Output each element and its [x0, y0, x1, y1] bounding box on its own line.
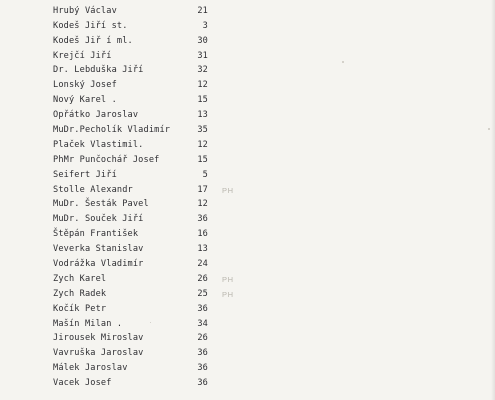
- person-number: 32: [197, 65, 208, 76]
- person-number: 34: [197, 318, 208, 329]
- person-number: [178, 0, 208, 1]
- person-number: 15: [197, 95, 208, 106]
- list-row: [0, 108, 495, 123]
- person-number: 13: [197, 110, 208, 121]
- list-row: [0, 272, 495, 287]
- person-number: 13: [197, 244, 208, 255]
- person-name: Lonský Josef: [53, 80, 117, 91]
- handwritten-note: PH: [222, 274, 234, 284]
- person-number: 12: [197, 80, 208, 91]
- person-name: Kodeš Jiř í ml.: [53, 35, 133, 46]
- person-name: Jirousek Miroslav: [53, 333, 144, 344]
- list-row: [0, 376, 495, 391]
- person-number: 24: [197, 259, 208, 270]
- person-number: 36: [197, 303, 208, 314]
- list-row: [0, 4, 495, 19]
- person-name: Zych Radek: [53, 288, 107, 299]
- list-row: [0, 317, 495, 332]
- person-name: MuDr. Souček Jiří: [53, 214, 144, 225]
- person-name: Seifert Jiří: [53, 169, 117, 180]
- person-number: 30: [197, 35, 208, 46]
- list-row: [0, 346, 495, 361]
- person-name: PhMr Punčochář Josef: [53, 154, 160, 165]
- person-number: 15: [197, 154, 208, 165]
- person-name: MuDr.Pecholík Vladimír: [53, 125, 171, 136]
- page-edge-shadow: [491, 0, 495, 400]
- list-row: [0, 361, 495, 376]
- person-name: Kočík Petr: [53, 303, 107, 314]
- list-row: [0, 227, 495, 242]
- list-row: [0, 49, 495, 64]
- list-row: [0, 212, 495, 227]
- paper-speck: [150, 322, 151, 323]
- person-number: 25: [197, 288, 208, 299]
- person-number: 12: [197, 199, 208, 210]
- person-name: Plaček Vlastimil.: [53, 139, 144, 150]
- list-row: [0, 287, 495, 302]
- person-number: 31: [197, 50, 208, 61]
- list-row: [0, 138, 495, 153]
- handwritten-note: PH: [222, 185, 234, 195]
- list-row: [0, 197, 495, 212]
- list-row: [0, 168, 495, 183]
- list-row: [0, 78, 495, 93]
- person-name: Veverka Stanislav: [53, 244, 144, 255]
- list-row: [0, 257, 495, 272]
- paper-speck: [488, 128, 490, 130]
- person-name: Nový Karel .: [53, 95, 117, 106]
- person-name: Opřátko Jaroslav: [53, 110, 139, 121]
- person-number: 12: [197, 139, 208, 150]
- person-number: 5: [202, 169, 208, 180]
- person-number: 36: [197, 348, 208, 359]
- person-name: Vodrážka Vladimír: [53, 259, 144, 270]
- list-row: [0, 153, 495, 168]
- list-row: [0, 63, 495, 78]
- list-row: [0, 183, 495, 198]
- paper-speck: [342, 61, 344, 63]
- person-number: 36: [197, 214, 208, 225]
- person-name: MuDr. Šesták Pavel: [53, 199, 149, 210]
- person-number: 35: [197, 125, 208, 136]
- list-row: [0, 331, 495, 346]
- list-row: [0, 242, 495, 257]
- person-number: 26: [197, 273, 208, 284]
- person-name: Kodeš Jiří st.: [53, 20, 128, 31]
- handwritten-note: PH: [222, 289, 234, 299]
- person-number: 21: [197, 5, 208, 16]
- person-number: 36: [197, 378, 208, 389]
- list-row: [0, 302, 495, 317]
- person-name: Málek Jaroslav: [53, 363, 128, 374]
- person-number: 16: [197, 229, 208, 240]
- person-name: Mašín Milan .: [53, 318, 123, 329]
- person-name: Dr. Lebduška Jiří: [53, 65, 144, 76]
- person-name: Štěpán František: [53, 229, 139, 240]
- person-name: Hrubý Václav: [53, 5, 117, 16]
- person-name: Vavruška Jaroslav: [53, 348, 144, 359]
- person-number: 17: [197, 184, 208, 195]
- person-name: Vacek Josef: [53, 378, 112, 389]
- person-name: Zych Karel: [53, 273, 107, 284]
- list-row: [0, 123, 495, 138]
- person-number: 26: [197, 333, 208, 344]
- person-number: 36: [197, 363, 208, 374]
- list-row: [0, 19, 495, 34]
- person-name: Stolle Alexandr: [53, 184, 133, 195]
- person-name: Krejčí Jiří: [53, 50, 112, 61]
- list-row: [0, 93, 495, 108]
- list-row: [0, 34, 495, 49]
- person-number: 3: [202, 20, 208, 31]
- person-name: [53, 0, 101, 1]
